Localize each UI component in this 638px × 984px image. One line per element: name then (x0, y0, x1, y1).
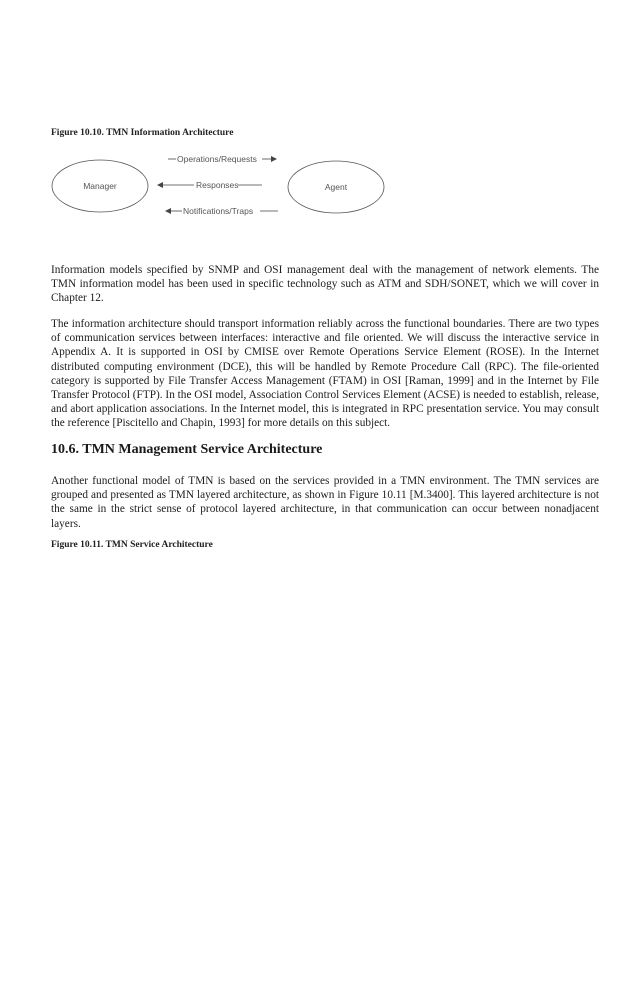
responses-label: Responses (196, 180, 239, 190)
section-heading: 10.6. TMN Management Service Architecture (51, 442, 323, 457)
operations-requests-label: Operations/Requests (177, 154, 257, 164)
paragraph-information-architecture: The information architecture should transport information reliably across the functional boundaries. There are two types of communication services between interfaces: interactive and file oriented. We will discuss the interactive service in Appendix A. It is supported in OSI by CMISE over Remote Operations Service Element (ROSE). In the Internet distributed computing environment (DCE), this will be handled by Remote Procedure Call (RPC). The file-oriented category is supported by File Transfer Access Management (FTAM) in OSI [Raman, 1999] and in the Internet by File Transfer Protocol (FTP). In the OSI model, Association Control Services Element (ACSE) is needed to establish, release, and abort application associations. In the Internet model, this is integrated in RPC presentation service. You may consult the reference [Piscitello and Chapin, 1993] for more details on this subject. (51, 318, 600, 430)
paragraph-information-models: Information models specified by SNMP and OSI management deal with the management of network elements. The TMN information model has been used in specific technology such as ATM and SDH/SONET, which we will cover in Chapter 12. (51, 264, 599, 305)
agent-label: Agent (324, 182, 348, 192)
diagram-svg (40, 140, 400, 240)
paragraph-service-architecture: Another functional model of TMN is based on the services provided in a TMN environment. The TMN services are grouped and presented as TMN layered architecture, as shown in Figure 10.11 [M.3400]. This layered architecture is not the same in the strict sense of protocol layered architecture, in that communication can occur between nonadjacent layers. (51, 475, 599, 530)
figure-10-11-caption: Figure 10.11. TMN Service Architecture (51, 540, 213, 550)
figure-10-10-caption: Figure 10.10. TMN Information Architecture (51, 128, 234, 138)
notifications-traps-label: Notifications/Traps (183, 206, 254, 216)
manager-label: Manager (83, 181, 117, 191)
tmn-information-architecture-diagram (40, 140, 400, 240)
